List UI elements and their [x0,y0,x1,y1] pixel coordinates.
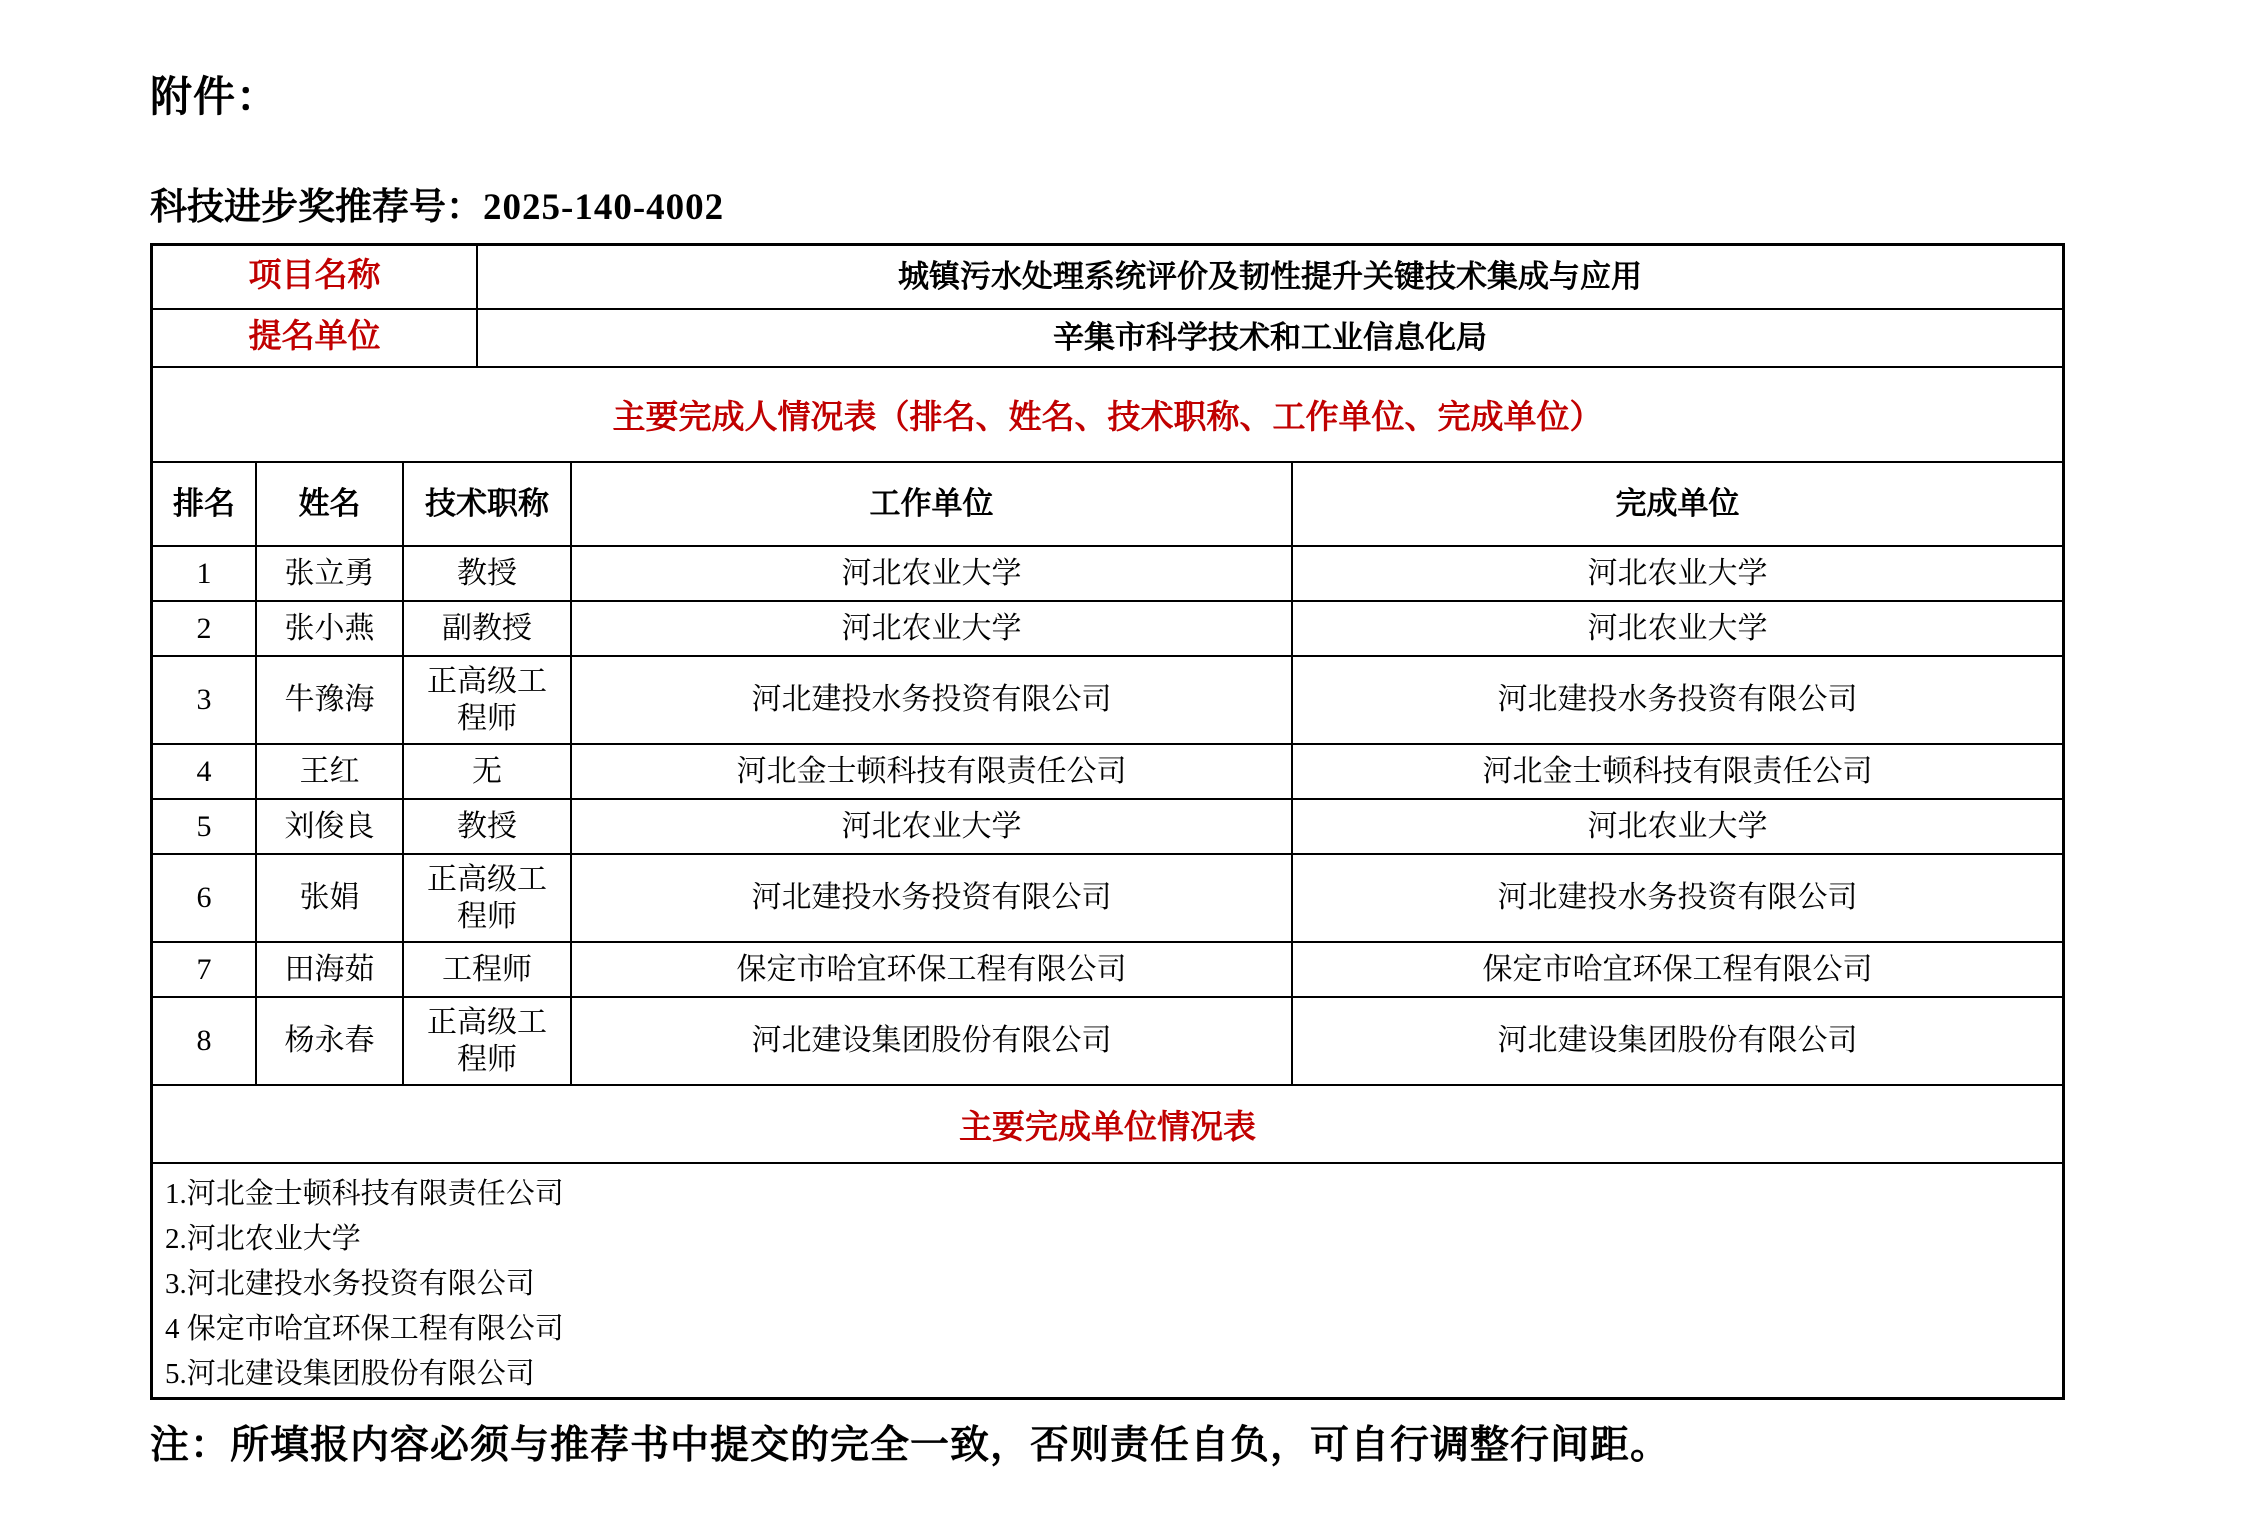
completers-table-title: 主要完成人情况表（排名、姓名、技术职称、工作单位、完成单位） [153,368,2062,463]
name-cell: 张娟 [257,855,404,941]
title-cell: 正高级工程师 [404,657,572,743]
rank-cell: 5 [153,800,257,853]
name-cell: 牛豫海 [257,657,404,743]
work-unit-cell: 河北建设集团股份有限公司 [572,998,1293,1084]
work-unit-cell: 河北金士顿科技有限责任公司 [572,745,1293,798]
rank-cell: 4 [153,745,257,798]
attachment-heading: 附件： [150,73,280,120]
completion-unit-cell: 河北建投水务投资有限公司 [1497,683,1858,717]
rank-cell: 1 [153,547,257,600]
title-cell: 副教授 [404,602,572,655]
work-unit-cell: 保定市哈宜环保工程有限公司 [572,943,1293,996]
completion-unit-cell: 保定市哈宜环保工程有限公司 [1482,952,1873,986]
nominating-unit-value: 辛集市科学技术和工业信息化局 [1053,319,1487,355]
table-row [153,800,2062,855]
completion-unit-cell: 河北农业大学 [1587,556,1768,590]
rank-cell: 6 [153,855,257,941]
name-cell: 张立勇 [257,547,404,600]
completion-unit-cell: 河北建投水务投资有限公司 [1497,881,1858,915]
project-name-row [153,246,2062,310]
table-row [153,855,2062,943]
header-work-unit: 工作单位 [572,463,1293,545]
list-item: 3.河北建投水务投资有限公司 [165,1268,535,1300]
name-cell: 张小燕 [257,602,404,655]
table-row [153,943,2062,998]
completion-unit-cell: 河北金士顿科技有限责任公司 [1482,754,1873,788]
table-row [153,602,2062,657]
recommendation-number: 2025-140-4002 [483,187,725,228]
header-rank: 排名 [153,463,257,545]
header-title: 技术职称 [404,463,572,545]
name-cell: 杨永春 [257,998,404,1084]
completion-unit-cell: 河北建设集团股份有限公司 [1497,1024,1858,1058]
project-name-value: 城镇污水处理系统评价及韧性提升关键技术集成与应用 [898,258,1642,294]
list-item: 4 保定市哈宜环保工程有限公司 [165,1313,564,1345]
completion-unit-cell: 河北农业大学 [1587,611,1768,645]
rank-cell: 2 [153,602,257,655]
title-cell: 正高级工程师 [404,855,572,941]
recommendation-label: 科技进步奖推荐号： [150,187,483,228]
name-cell: 刘俊良 [257,800,404,853]
title-cell: 工程师 [404,943,572,996]
name-cell: 田海茹 [257,943,404,996]
header-completion-unit: 完成单位 [1615,485,1740,521]
project-name-label: 项目名称 [153,246,478,308]
nominating-unit-label: 提名单位 [153,310,478,366]
title-cell: 无 [404,745,572,798]
rank-cell: 8 [153,998,257,1084]
name-cell: 王红 [257,745,404,798]
completers-header-row [153,463,2062,547]
header-name: 姓名 [257,463,404,545]
table-row [153,745,2062,800]
title-cell: 教授 [404,800,572,853]
work-unit-cell: 河北农业大学 [572,800,1293,853]
award-table [150,243,2065,1400]
completion-unit-cell: 河北农业大学 [1587,809,1768,843]
table-row [153,657,2062,745]
work-unit-cell: 河北建投水务投资有限公司 [572,657,1293,743]
nominating-unit-row [153,310,2062,368]
list-item: 2.河北农业大学 [165,1223,361,1255]
work-unit-cell: 河北农业大学 [572,602,1293,655]
list-item: 1.河北金士顿科技有限责任公司 [165,1178,564,1210]
work-unit-cell: 河北农业大学 [572,547,1293,600]
units-table-title: 主要完成单位情况表 [153,1086,2062,1164]
work-unit-cell: 河北建投水务投资有限公司 [572,855,1293,941]
rank-cell: 7 [153,943,257,996]
list-item: 5.河北建设集团股份有限公司 [165,1358,535,1390]
table-row [153,547,2062,602]
footer-note: 注：所填报内容必须与推荐书中提交的完全一致，否则责任自负，可自行调整行间距。 [150,1424,1671,1467]
completion-units-list [153,1164,2062,1397]
title-cell: 正高级工程师 [404,998,572,1084]
table-row [153,998,2062,1086]
recommendation-number-line [150,176,724,230]
rank-cell: 3 [153,657,257,743]
title-cell: 教授 [404,547,572,600]
